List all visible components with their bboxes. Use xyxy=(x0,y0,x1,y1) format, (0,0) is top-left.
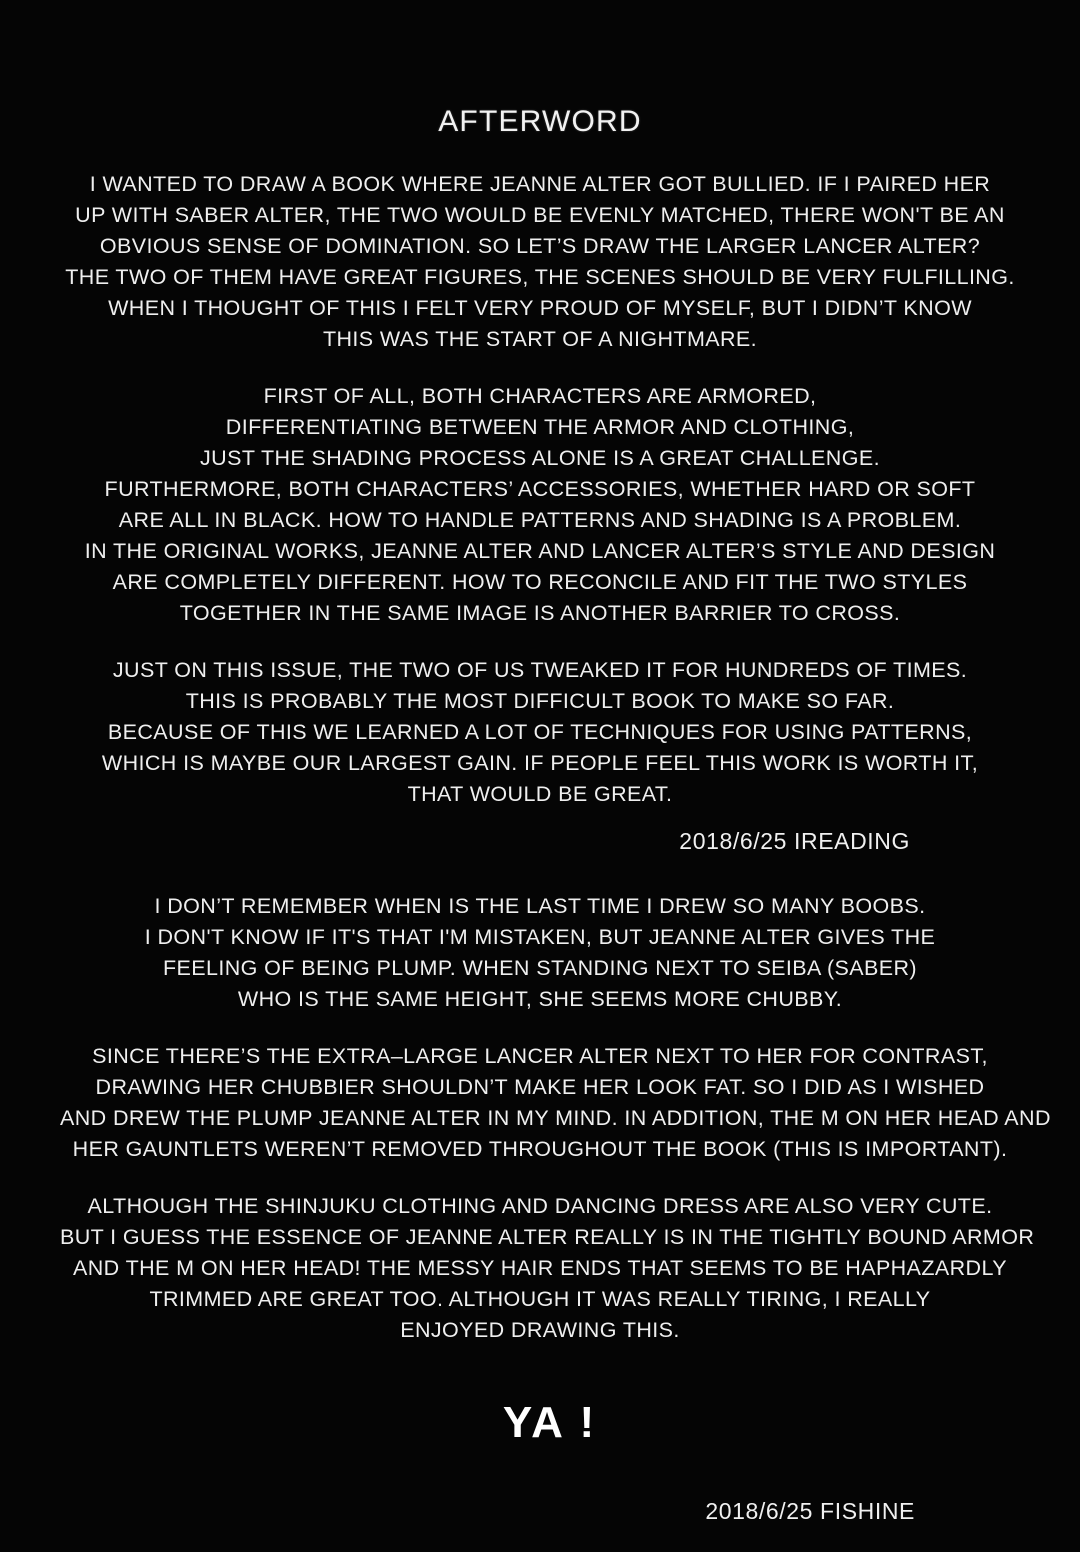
text-line: ALTHOUGH THE SHINJUKU CLOTHING AND DANCING DRESS ARE ALSO VERY CUTE. xyxy=(87,1194,993,1218)
text-line: SINCE THERE’S THE EXTRA–LARGE LANCER ALTER NEXT TO HER FOR CONTRAST, xyxy=(92,1044,988,1068)
signature-ireading: 2018/6/25 IREADING xyxy=(679,828,910,854)
text-line: THAT WOULD BE GREAT. xyxy=(407,782,673,806)
paragraph-boobs-note xyxy=(60,891,1020,1015)
text-line: AND DREW THE PLUMP JEANNE ALTER IN MY MIND. IN ADDITION, THE M ON HER HEAD AND xyxy=(60,1106,1051,1130)
text-line: OBVIOUS SENSE OF DOMINATION. SO LET’S DRAW THE LARGER LANCER ALTER? xyxy=(99,234,981,258)
text-line: I DON'T KNOW IF IT'S THAT I'M MISTAKEN, BUT JEANNE ALTER GIVES THE xyxy=(144,925,936,949)
text-line: DRAWING HER CHUBBIER SHOULDN’T MAKE HER LOOK FAT. SO I DID AS I WISHED xyxy=(95,1075,985,1099)
text-line: WHO IS THE SAME HEIGHT, SHE SEEMS MORE CHUBBY. xyxy=(237,987,843,1011)
page-title: AFTERWORD xyxy=(438,105,642,138)
text-line: TOGETHER IN THE SAME IMAGE IS ANOTHER BARRIER TO CROSS. xyxy=(179,601,901,625)
text-line: THIS WAS THE START OF A NIGHTMARE. xyxy=(322,327,758,351)
text-line: DIFFERENTIATING BETWEEN THE ARMOR AND CLOTHING, xyxy=(225,415,855,439)
spacer xyxy=(60,1165,1020,1191)
spacer xyxy=(60,629,1020,655)
spacer xyxy=(60,1448,1020,1498)
text-line: ENJOYED DRAWING THIS. xyxy=(400,1318,680,1342)
text-line: BECAUSE OF THIS WE LEARNED A LOT OF TECHNIQUES FOR USING PATTERNS, xyxy=(107,720,973,744)
text-line: I WANTED TO DRAW A BOOK WHERE JEANNE ALTER GOT BULLIED. IF I PAIRED HER xyxy=(89,172,991,196)
text-line: AND THE M ON HER HEAD! THE MESSY HAIR ENDS THAT SEEMS TO BE HAPHAZARDLY xyxy=(73,1256,1007,1280)
text-line: I DON’T REMEMBER WHEN IS THE LAST TIME I DREW SO MANY BOOBS. xyxy=(154,894,926,918)
text-line: UP WITH SABER ALTER, THE TWO WOULD BE EVENLY MATCHED, THERE WON'T BE AN xyxy=(75,203,1005,227)
text-line: THE TWO OF THEM HAVE GREAT FIGURES, THE SCENES SHOULD BE VERY FULFILLING. xyxy=(65,265,1015,289)
paragraph-closing-note xyxy=(60,1191,1035,1346)
text-line: ARE ALL IN BLACK. HOW TO HANDLE PATTERNS AND SHADING IS A PROBLEM. xyxy=(118,508,962,532)
text-line: ARE COMPLETELY DIFFERENT. HOW TO RECONCILE AND FIT THE TWO STYLES xyxy=(112,570,968,594)
text-line: BUT I GUESS THE ESSENCE OF JEANNE ALTER REALLY IS IN THE TIGHTLY BOUND ARMOR xyxy=(60,1225,1035,1249)
text-line: WHICH IS MAYBE OUR LARGEST GAIN. IF PEOPLE FEEL THIS WORK IS WORTH IT, xyxy=(101,751,979,775)
spacer xyxy=(60,355,1020,381)
text-line: THIS IS PROBABLY THE MOST DIFFICULT BOOK TO MAKE SO FAR. xyxy=(185,689,895,713)
paragraph-intro xyxy=(60,169,1020,355)
text-line: FEELING OF BEING PLUMP. WHEN STANDING NEXT TO SEIBA (SABER) xyxy=(163,956,917,980)
text-line: TRIMMED ARE GREAT TOO. ALTHOUGH IT WAS REALLY TIRING, I REALLY xyxy=(149,1287,931,1311)
paragraph-contrast-note xyxy=(60,1041,1051,1165)
text-line: FIRST OF ALL, BOTH CHARACTERS ARE ARMORED, xyxy=(263,384,817,408)
spacer xyxy=(60,855,1020,891)
paragraph-armor-challenges xyxy=(60,381,1020,629)
spacer xyxy=(60,1346,1020,1398)
spacer xyxy=(60,1015,1020,1041)
signature-fishine: 2018/6/25 FISHINE xyxy=(705,1498,915,1524)
spacer xyxy=(60,139,1020,169)
text-line: WHEN I THOUGHT OF THIS I FELT VERY PROUD OF MYSELF, BUT I DIDN’T KNOW xyxy=(108,296,972,320)
text-line: JUST ON THIS ISSUE, THE TWO OF US TWEAKED IT FOR HUNDREDS OF TIMES. xyxy=(112,658,968,682)
text-line: JUST THE SHADING PROCESS ALONE IS A GREAT CHALLENGE. xyxy=(200,446,880,470)
spacer xyxy=(60,810,1020,828)
text-line: FURTHERMORE, BOTH CHARACTERS’ ACCESSORIES, WHETHER HARD OR SOFT xyxy=(104,477,976,501)
text-line: IN THE ORIGINAL WORKS, JEANNE ALTER AND LANCER ALTER’S STYLE AND DESIGN xyxy=(84,539,996,563)
exclamation-text: YA ! xyxy=(502,1398,598,1447)
paragraph-difficulty xyxy=(60,655,1020,810)
text-line: HER GAUNTLETS WEREN’T REMOVED THROUGHOUT THE BOOK (THIS IS IMPORTANT). xyxy=(72,1137,1008,1161)
